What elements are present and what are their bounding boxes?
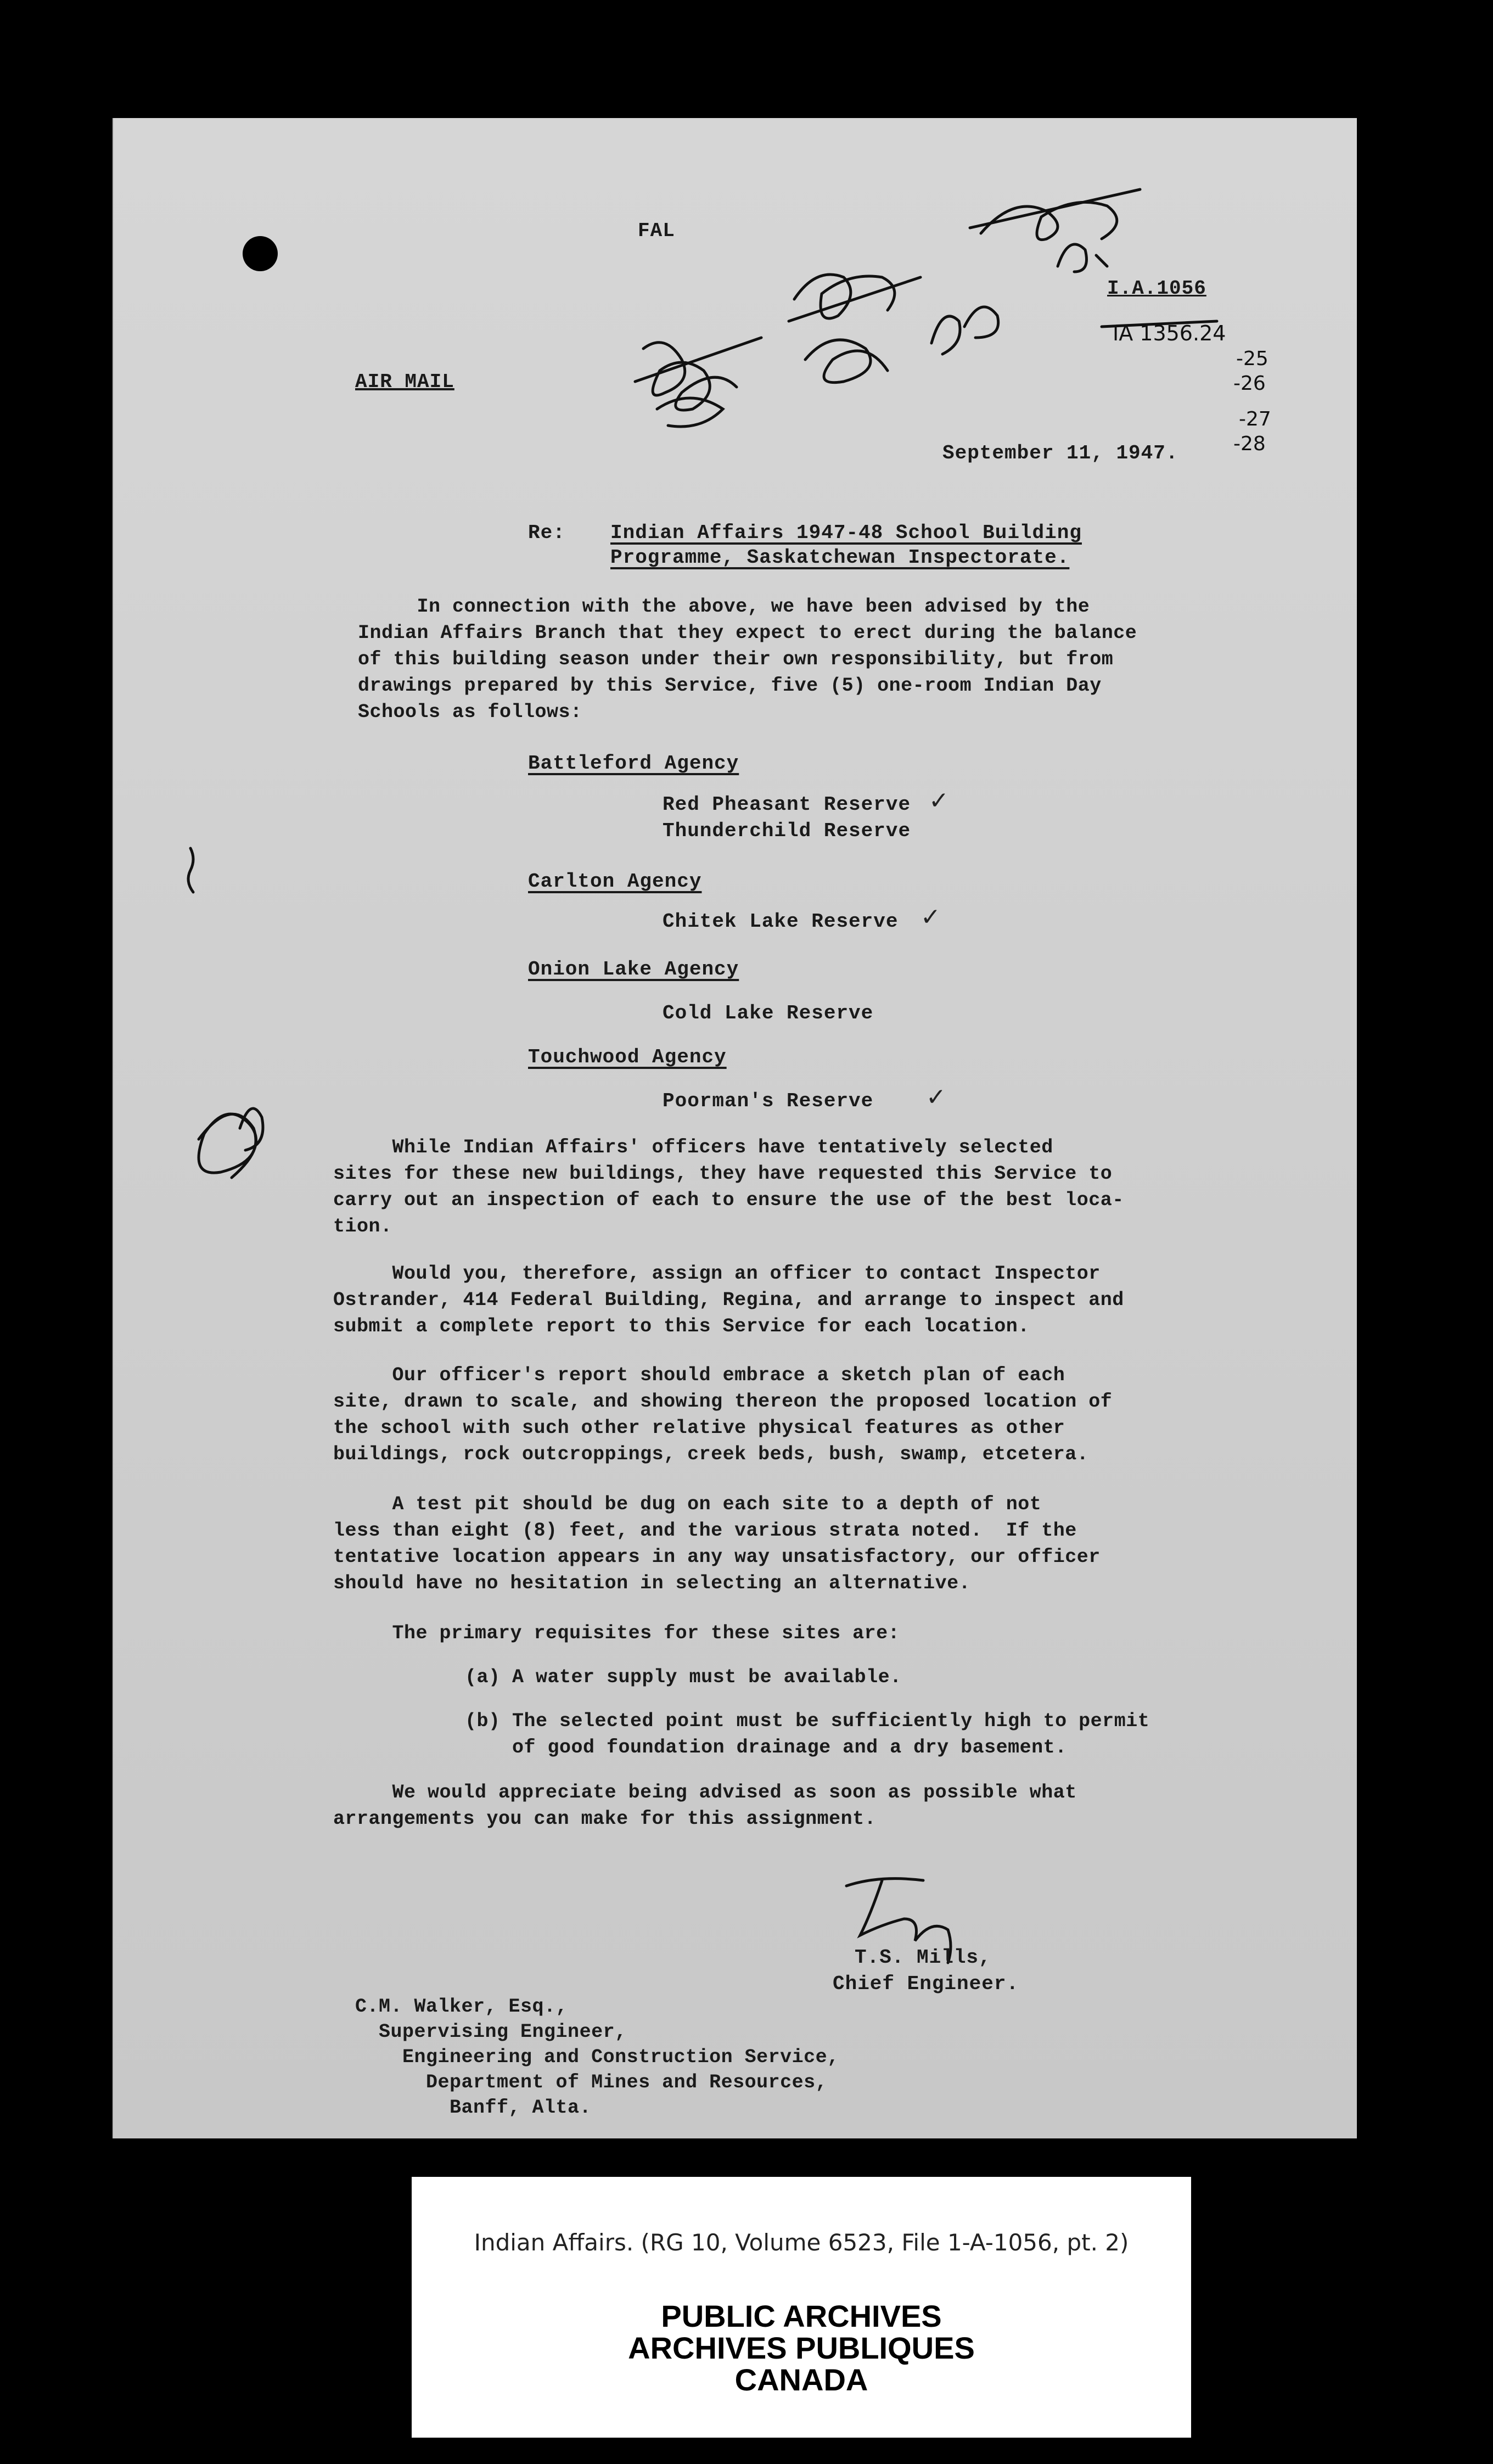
agency-battleford: Battleford Agency bbox=[528, 752, 739, 775]
recipient-line: Supervising Engineer, bbox=[355, 2021, 627, 2043]
archival-reference: Indian Affairs. (RG 10, Volume 6523, File 1-A-1056, pt. 2) bbox=[474, 2229, 1129, 2256]
para5-line: less than eight (8) feet, and the various strata noted. If the bbox=[333, 1520, 1077, 1542]
para6-line: The primary requisites for these sites are: bbox=[333, 1622, 900, 1644]
requisite-a: (a) A water supply must be available. bbox=[465, 1666, 902, 1688]
para2-line: While Indian Affairs' officers have tentatively selected bbox=[333, 1136, 1053, 1158]
archives-line-2: ARCHIVES PUBLIQUES bbox=[628, 2331, 975, 2365]
recipient-line: Department of Mines and Resources, bbox=[355, 2071, 828, 2093]
para3-line: Would you, therefore, assign an officer to contact Inspector bbox=[333, 1263, 1101, 1285]
check-mark-icon: ✓ bbox=[921, 903, 941, 931]
subject-line-1: Indian Affairs 1947-48 School Building bbox=[610, 522, 1082, 544]
para4-line: buildings, rock outcroppings, creek beds, bush, swamp, etcetera. bbox=[333, 1443, 1089, 1465]
requisite-b: (b) The selected point must be sufficiently high to permit bbox=[465, 1710, 1150, 1732]
para5-line: should have no hesitation in selecting an alternative. bbox=[333, 1572, 971, 1594]
requisite-b-cont: of good foundation drainage and a dry basement. bbox=[465, 1737, 1067, 1759]
para4-line: the school with such other relative physical features as other bbox=[333, 1417, 1065, 1439]
document-page bbox=[113, 118, 1357, 2138]
archives-label bbox=[412, 2177, 1191, 2438]
archives-line-1: PUBLIC ARCHIVES bbox=[661, 2299, 942, 2333]
reserve-poormans: Poorman's Reserve bbox=[663, 1090, 874, 1112]
para5-line: A test pit should be dug on each site to a depth of not bbox=[333, 1493, 1042, 1515]
recipient-line: C.M. Walker, Esq., bbox=[355, 1996, 568, 2018]
initials: FAL bbox=[638, 220, 675, 242]
para1-line: Schools as follows: bbox=[358, 701, 582, 723]
reserve-thunderchild: Thunderchild Reserve bbox=[663, 820, 911, 842]
recipient-line: Engineering and Construction Service, bbox=[355, 2046, 839, 2068]
para3-line: submit a complete report to this Service for each location. bbox=[333, 1315, 1030, 1337]
subject-prefix: Re: bbox=[528, 522, 565, 544]
para1-line: In connection with the above, we have been advised by the bbox=[358, 596, 1090, 618]
file-reference: I.A.1056 bbox=[1107, 277, 1206, 300]
para1-line: drawings prepared by this Service, five (5) one-room Indian Day bbox=[358, 675, 1102, 697]
para2-line: carry out an inspection of each to ensure the use of the best loca- bbox=[333, 1189, 1124, 1211]
check-mark-icon: ✓ bbox=[926, 1083, 946, 1111]
svg-text:-25: -25 bbox=[1236, 348, 1269, 370]
para2-line: tion. bbox=[333, 1216, 392, 1237]
para7-line: We would appreciate being advised as soon as possible what bbox=[333, 1782, 1077, 1804]
signatory-name: T.S. Mills, bbox=[855, 1946, 991, 1969]
handwritten-annotations bbox=[114, 118, 1357, 2138]
para1-line: of this building season under their own responsibility, but from bbox=[358, 648, 1114, 670]
para3-line: Ostrander, 414 Federal Building, Regina, and arrange to inspect and bbox=[333, 1289, 1124, 1311]
svg-text:-28: -28 bbox=[1233, 433, 1266, 455]
agency-touchwood: Touchwood Agency bbox=[528, 1046, 727, 1068]
reserve-red-pheasant: Red Pheasant Reserve bbox=[663, 793, 911, 816]
svg-text:IA 1356.24: IA 1356.24 bbox=[1113, 321, 1226, 345]
letter-date: September 11, 1947. bbox=[942, 442, 1178, 464]
agency-carlton: Carlton Agency bbox=[528, 870, 702, 893]
svg-text:-26: -26 bbox=[1233, 372, 1266, 395]
svg-text:-27: -27 bbox=[1239, 408, 1271, 430]
archives-line-3: CANADA bbox=[734, 2362, 868, 2397]
archives-stamp bbox=[412, 2300, 1191, 2396]
check-mark-icon: ✓ bbox=[929, 787, 949, 815]
signatory-title: Chief Engineer. bbox=[833, 1973, 1019, 1995]
reserve-cold-lake: Cold Lake Reserve bbox=[663, 1002, 874, 1024]
para4-line: Our officer's report should embrace a sketch plan of each bbox=[333, 1364, 1065, 1386]
para7-line: arrangements you can make for this assignment. bbox=[333, 1808, 877, 1830]
reserve-chitek-lake: Chitek Lake Reserve bbox=[663, 910, 899, 933]
para4-line: site, drawn to scale, and showing thereon the proposed location of bbox=[333, 1391, 1113, 1413]
agency-onion-lake: Onion Lake Agency bbox=[528, 958, 739, 981]
para2-line: sites for these new buildings, they have requested this Service to bbox=[333, 1163, 1113, 1185]
recipient-line: Banff, Alta. bbox=[355, 2097, 592, 2119]
para5-line: tentative location appears in any way unsatisfactory, our officer bbox=[333, 1546, 1101, 1568]
subject-line-2: Programme, Saskatchewan Inspectorate. bbox=[610, 546, 1070, 569]
airmail-label: AIR MAIL bbox=[355, 371, 454, 393]
para1-line: Indian Affairs Branch that they expect to erect during the balance bbox=[358, 622, 1137, 644]
